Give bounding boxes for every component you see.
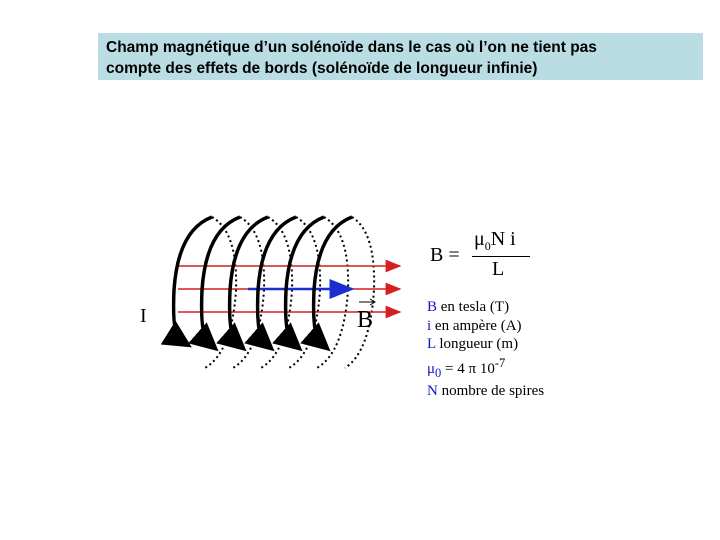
legend-sup: -7 [494,355,506,370]
formula-fraction-bar [472,256,530,257]
coil-turn-6-back [345,217,374,368]
legend-symbol: i [427,317,432,334]
coil-turn-5-back [317,217,348,368]
coil-turn-1-front [174,217,212,340]
legend-symbol: μ [427,360,436,377]
legend-text-2: 10 [476,360,495,377]
legend-text: en ampère (A) [431,317,522,334]
field-label: B [357,307,374,333]
legend-pi: π [468,360,477,377]
formula-denominator: L [492,258,505,280]
legend-sub: 0 [435,365,442,380]
formula [430,226,540,286]
formula-mu-sub: 0 [484,239,491,253]
legend-symbol: N [427,383,438,399]
b-vector-arrow [359,299,375,305]
legend-symbol: B [427,299,438,315]
legend-item-mu0 [427,354,544,383]
legend-text: en tesla (T) [437,299,510,315]
formula-numerator [474,228,516,254]
legend-text: = 4 [441,360,469,377]
legend-symbol: L [427,336,436,352]
legend-item-i [427,317,544,336]
formula-mu: μ [474,228,485,250]
legend-item-n [427,382,544,401]
formula-numerator-rest: N i [490,228,516,250]
title-line-1: Champ magnétique d’un solénoïde dans le cas où l’on ne tient pas [106,39,597,56]
coil-turn-2-front [202,217,240,342]
coil-front-halves [174,217,352,342]
legend-text: longueur (m) [435,336,519,352]
legend-item-b [427,298,544,317]
legend-text: nombre de spires [437,383,545,399]
title-line-2: compte des effets de bords (solénoïde de longueur infinie) [106,60,538,77]
legend-item-l [427,335,544,354]
current-label: I [140,305,147,327]
formula-lhs: B = [430,244,460,266]
legend [427,298,544,401]
